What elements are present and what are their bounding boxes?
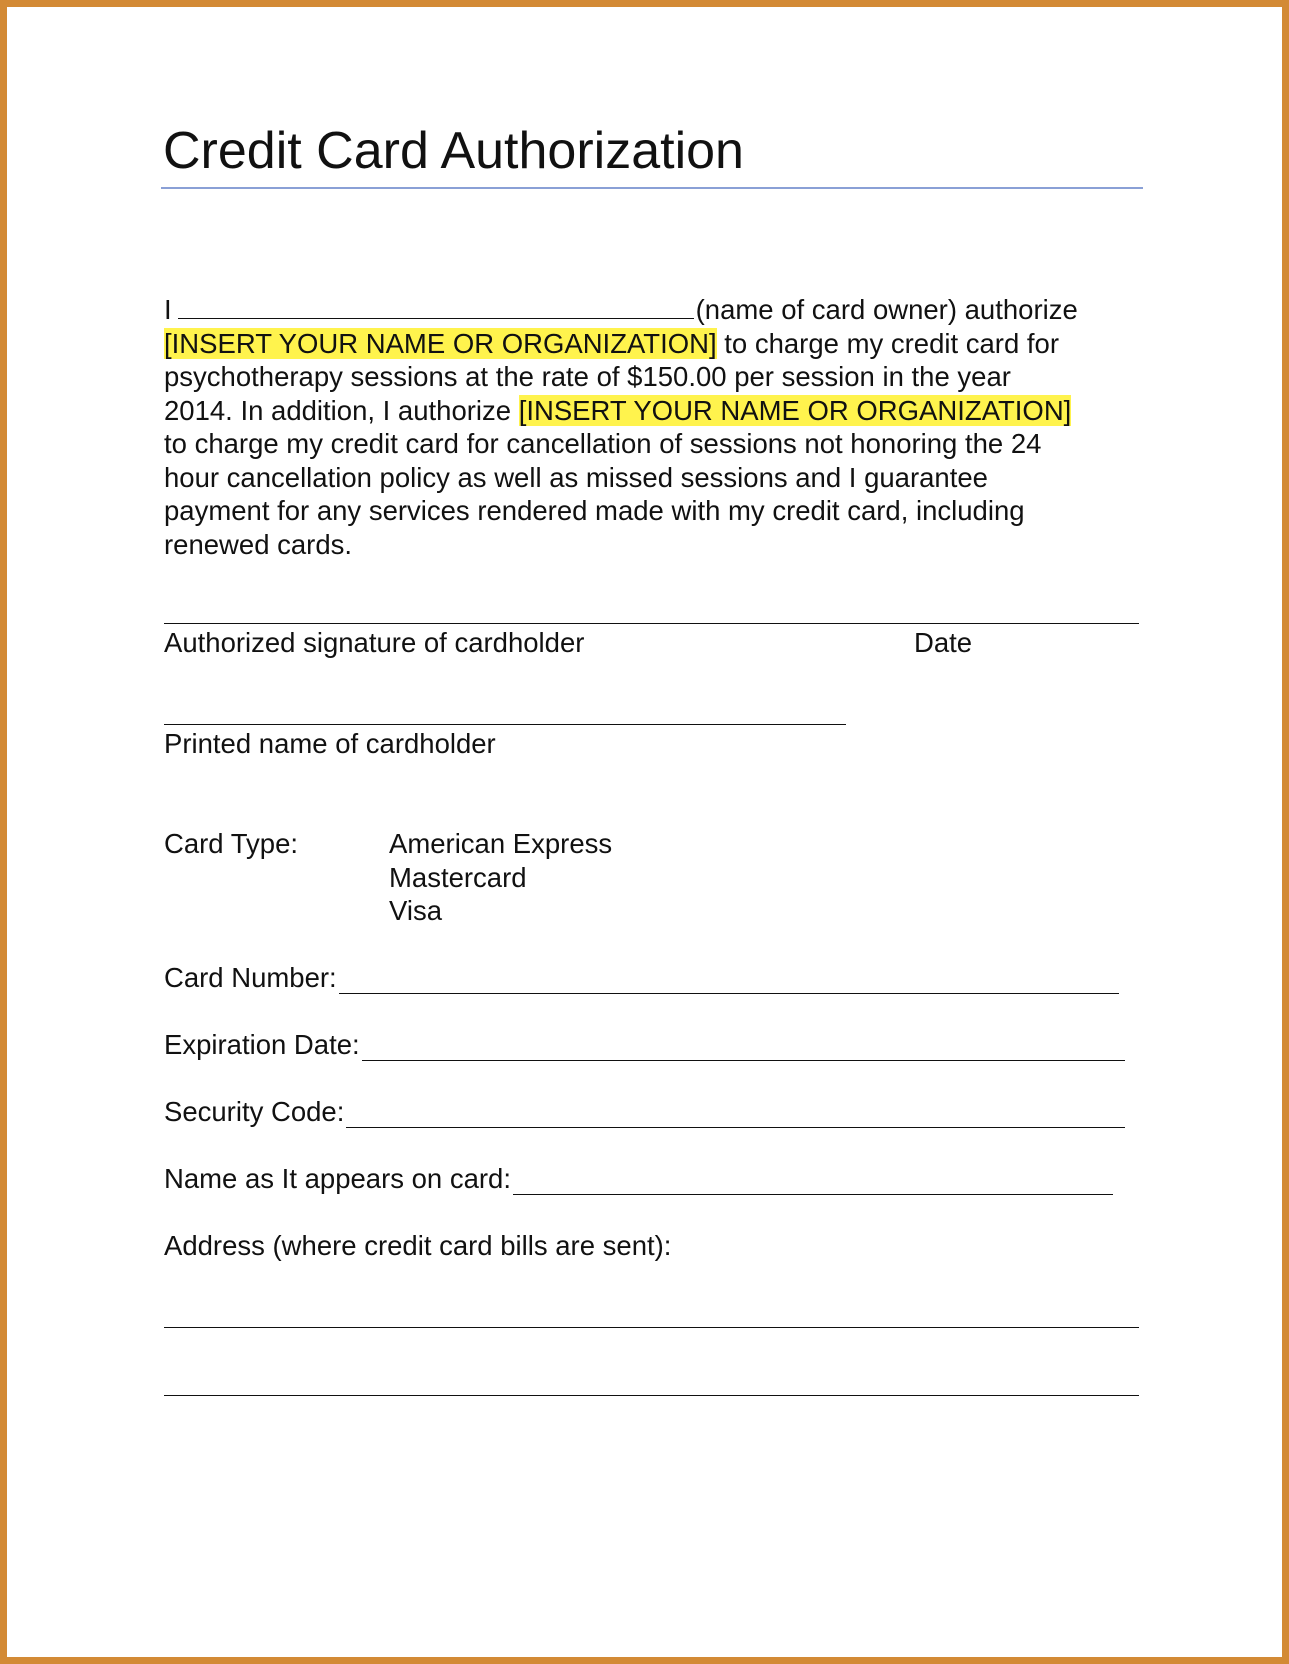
paragraph-line-7: payment for any services rendered made with my credit card, including	[164, 495, 1025, 526]
name-on-card-label: Name as It appears on card:	[164, 1163, 511, 1194]
organization-placeholder-2: [INSERT YOUR NAME OR ORGANIZATION]	[518, 394, 1072, 426]
expiration-date-blank[interactable]	[362, 1038, 1125, 1061]
title-underline	[161, 187, 1143, 189]
paragraph-line4-prefix: 2014. In addition, I authorize	[164, 394, 519, 426]
paragraph-i: I	[164, 294, 172, 325]
paragraph-line-6: hour cancellation policy as well as missed sessions and I guarantee	[164, 461, 988, 493]
card-number-row	[164, 962, 1119, 994]
card-owner-name-blank[interactable]	[178, 294, 694, 319]
security-code-blank[interactable]	[346, 1105, 1125, 1128]
address-label: Address (where credit card bills are sent):	[164, 1230, 672, 1261]
paragraph-line-3: psychotherapy sessions at the rate of $150.00 per session in the year	[164, 361, 1011, 392]
expiration-date-row	[164, 1029, 1125, 1061]
card-type-option-visa[interactable]: Visa	[389, 895, 442, 926]
expiration-date-label: Expiration Date:	[164, 1029, 360, 1060]
signature-label: Authorized signature of cardholder	[164, 627, 585, 658]
paragraph-line2-suffix: to charge my credit card for	[716, 327, 1059, 359]
address-line-1[interactable]	[164, 1327, 1139, 1328]
signature-date-line[interactable]	[164, 623, 1139, 624]
card-type-option-amex[interactable]: American Express	[389, 828, 613, 859]
security-code-row	[164, 1096, 1125, 1128]
name-on-card-blank[interactable]	[513, 1172, 1113, 1195]
printed-name-line[interactable]	[164, 724, 846, 725]
paragraph-line-2	[164, 327, 1144, 361]
document-title: Credit Card Authorization	[163, 122, 744, 180]
card-number-blank[interactable]	[339, 971, 1119, 994]
card-number-label: Card Number:	[164, 962, 337, 993]
paragraph-line1-suffix: (name of card owner) authorize	[695, 294, 1078, 325]
paragraph-line-1	[164, 293, 1144, 327]
card-type-option-mastercard[interactable]: Mastercard	[389, 862, 527, 893]
authorization-paragraph	[164, 293, 1144, 561]
paragraph-line-4	[164, 394, 1144, 428]
date-label: Date	[914, 627, 973, 658]
card-type-label: Card Type:	[164, 828, 299, 859]
name-on-card-row	[164, 1163, 1113, 1195]
security-code-label: Security Code:	[164, 1096, 345, 1127]
paragraph-line-5: to charge my credit card for cancellation of sessions not honoring the 24	[164, 428, 1042, 459]
organization-placeholder-1: [INSERT YOUR NAME OR ORGANIZATION]	[164, 327, 717, 359]
printed-name-label: Printed name of cardholder	[164, 728, 496, 759]
paragraph-line-8: renewed cards.	[164, 528, 353, 560]
address-line-2[interactable]	[164, 1395, 1139, 1396]
